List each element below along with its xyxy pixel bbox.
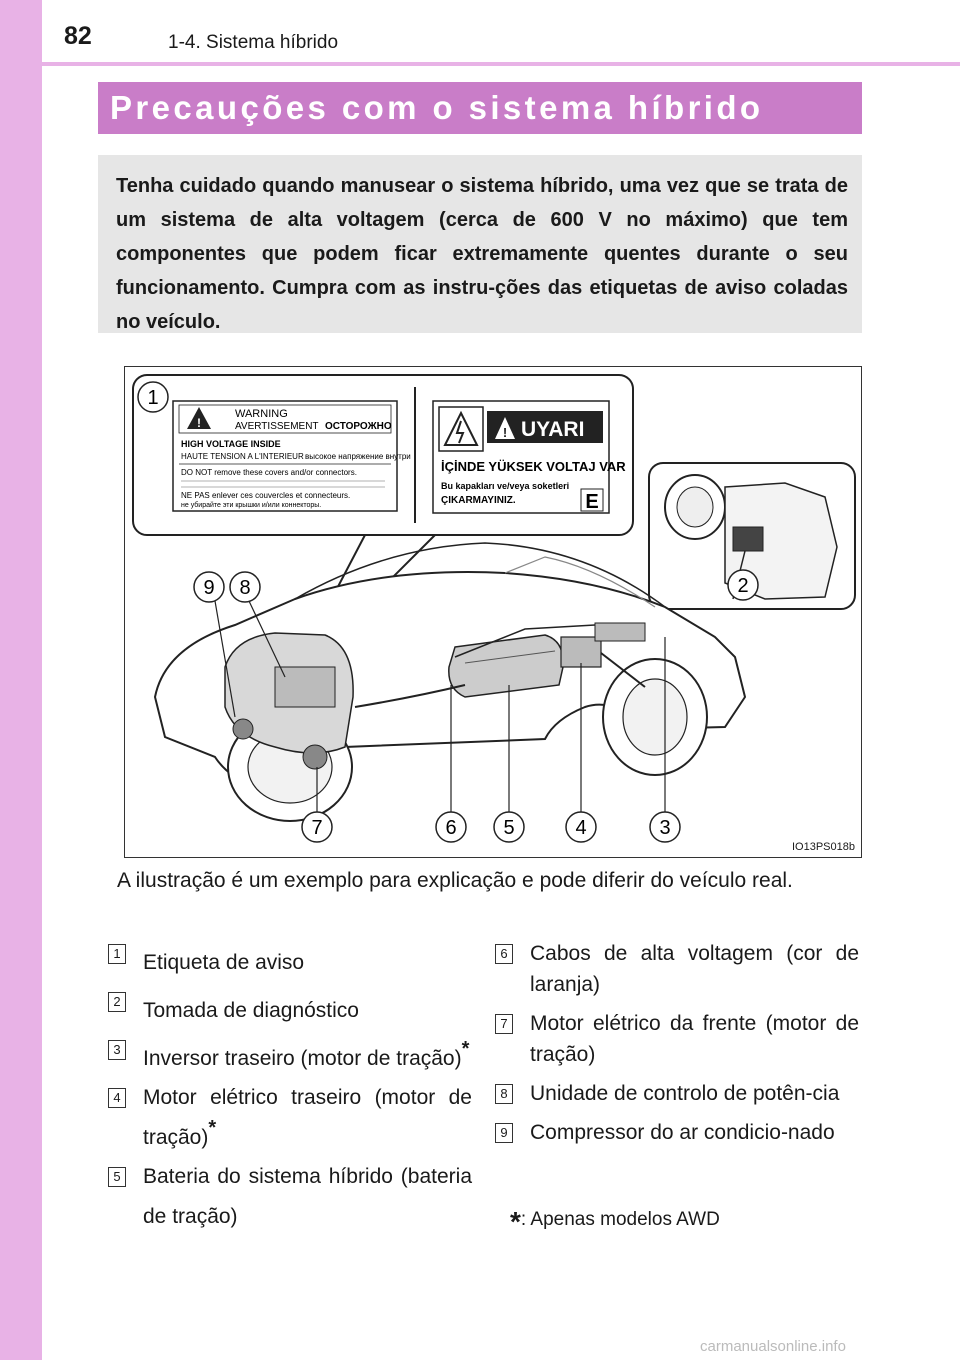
legend-text: Motor elétrico traseiro (motor de tração) bbox=[143, 1086, 472, 1149]
legend-number: 7 bbox=[495, 1014, 513, 1034]
warning-line1: WARNING bbox=[235, 408, 288, 420]
figure-caption: A ilustração é um exemplo para explicação e pode diferir do veículo real. bbox=[117, 869, 793, 892]
legend-text: Motor elétrico da frente (motor de tração) bbox=[530, 1012, 859, 1066]
asterisk-mark: * bbox=[461, 1038, 470, 1060]
legend-text: Cabos de alta voltagem (cor de laranja) bbox=[530, 942, 859, 996]
legend-number: 8 bbox=[495, 1084, 513, 1104]
legend-item bbox=[495, 938, 859, 1000]
legend-number: 4 bbox=[108, 1088, 126, 1108]
legend-text: Tomada de diagnóstico bbox=[143, 999, 359, 1022]
uyari-title: UYARI bbox=[521, 418, 585, 441]
legend-number: 9 bbox=[495, 1123, 513, 1143]
callout-4: 4 bbox=[575, 817, 587, 839]
legend-right-column bbox=[495, 938, 859, 1156]
intro-box bbox=[98, 155, 862, 333]
svg-text:!: ! bbox=[197, 416, 201, 430]
legend-number: 6 bbox=[495, 944, 513, 964]
callout-6: 6 bbox=[445, 817, 457, 839]
legend-number: 1 bbox=[108, 944, 126, 964]
warning-line7: DO NOT remove these covers and/or connectors. bbox=[181, 468, 357, 477]
legend-number: 2 bbox=[108, 992, 126, 1012]
svg-text:!: ! bbox=[502, 425, 508, 440]
legend-text: Bateria do sistema híbrido (bateria de tração) bbox=[143, 1165, 472, 1228]
legend-left-column bbox=[108, 938, 472, 1240]
uyari-line2: Bu kapakları ve/veya soketleri bbox=[441, 481, 570, 491]
legend-text: Inversor traseiro (motor de tração) bbox=[143, 1047, 462, 1070]
warning-line2: AVERTISSEMENT bbox=[235, 421, 319, 432]
callout-2: 2 bbox=[737, 575, 749, 597]
power-control-unit bbox=[275, 667, 335, 707]
uyari-badge: E bbox=[585, 491, 599, 513]
warning-line4: HIGH VOLTAGE INSIDE bbox=[181, 439, 281, 449]
legend-item bbox=[495, 1117, 859, 1148]
warning-line3: ОСТОРОЖНО bbox=[325, 421, 392, 432]
legend-text: Etiqueta de aviso bbox=[143, 951, 305, 974]
rear-inverter bbox=[595, 623, 645, 641]
callout-1: 1 bbox=[147, 387, 159, 409]
warning-line5: HAUTE TENSION A L'INTERIEUR bbox=[181, 452, 304, 461]
page-number: 82 bbox=[64, 22, 92, 50]
warning-line9: не убирайте эти крышки и/или коннекторы. bbox=[181, 502, 322, 509]
legend-text: Unidade de controlo de potên-cia bbox=[530, 1082, 840, 1105]
intro-text: Tenha cuidado quando manusear o sistema híbrido, uma vez que se trata de um sistema de alta voltagem (cerca de 600 V no máximo) que tem componentes que podem ficar extremamente quentes durante o seu funcionamento. Cumpra com as instru-ções das etiquetas de aviso coladas no veículo. bbox=[116, 175, 848, 333]
section-title: Precauções com o sistema híbrido bbox=[110, 89, 764, 126]
uyari-line3: ÇIKARMAYINIZ. bbox=[441, 495, 516, 506]
awd-footnote bbox=[510, 1206, 720, 1238]
callout-7: 7 bbox=[311, 817, 323, 839]
warning-line8: NE PAS enlever ces couvercles et connecteurs. bbox=[181, 491, 351, 500]
callout-8: 8 bbox=[239, 577, 251, 599]
footnote-asterisk: * bbox=[510, 1206, 521, 1237]
callout-9: 9 bbox=[203, 577, 215, 599]
legend-item bbox=[108, 938, 472, 978]
legend-item bbox=[108, 1034, 472, 1074]
uyari-line1: İÇİNDE YÜKSEK VOLTAJ VAR bbox=[441, 459, 626, 474]
legend-item bbox=[108, 986, 472, 1026]
warning-line6: высокое напряжение внутри bbox=[305, 452, 411, 461]
car-illustration bbox=[125, 367, 861, 857]
figure-code: IO13PS018b bbox=[792, 841, 855, 853]
legend-number: 3 bbox=[108, 1040, 126, 1060]
footnote-text: : Apenas modelos AWD bbox=[520, 1209, 720, 1230]
legend-item bbox=[495, 1078, 859, 1109]
legend-item bbox=[495, 1008, 859, 1070]
section-title-bar bbox=[98, 82, 862, 134]
legend-text: Compressor do ar condicio-nado bbox=[530, 1121, 835, 1144]
legend-item bbox=[108, 1082, 472, 1153]
callout-3: 3 bbox=[659, 817, 671, 839]
footer-watermark: carmanualsonline.info bbox=[700, 1338, 846, 1355]
header-divider bbox=[42, 62, 960, 66]
legend-item bbox=[108, 1161, 472, 1232]
asterisk-mark: * bbox=[208, 1117, 217, 1139]
breadcrumb: 1-4. Sistema híbrido bbox=[168, 32, 339, 53]
legend-number: 5 bbox=[108, 1167, 126, 1187]
side-tab-bar bbox=[0, 0, 42, 1360]
hybrid-system-figure bbox=[124, 366, 862, 858]
callout-5: 5 bbox=[503, 817, 515, 839]
